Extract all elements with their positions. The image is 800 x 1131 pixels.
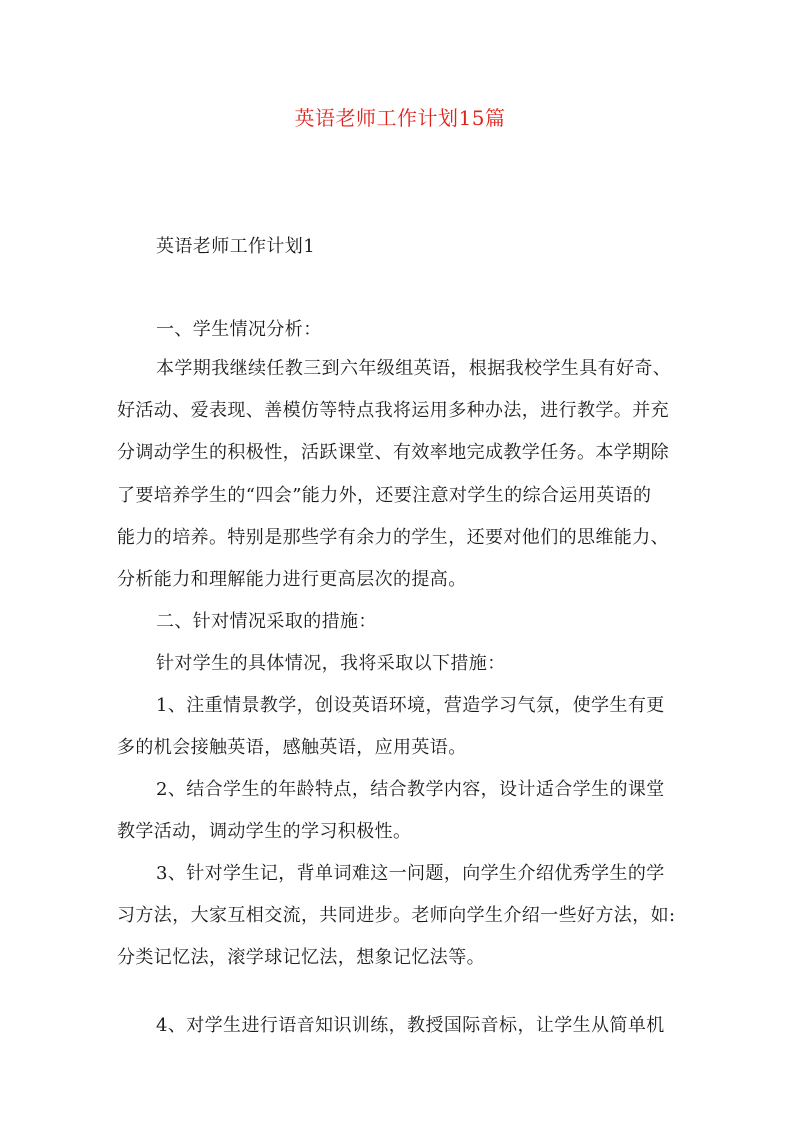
paragraph-line: 好活动、爱表现、善模仿等特点我将运用多种办法，进行教学。并充: [117, 400, 669, 421]
paragraph-line: 了要培养学生的“四会”能力外，还要注意对学生的综合运用英语的: [117, 485, 652, 506]
document-title: 英语老师工作计划15篇: [294, 106, 506, 130]
list-item-line: 习方法，大家互相交流，共同进步。老师向学生介绍一些好方法，如:: [117, 905, 676, 926]
paragraph-line: 分调动学生的积极性，活跃课堂、有效率地完成教学任务。本学期除: [117, 442, 669, 463]
list-item-line: 4、对学生进行语音知识训练，教授国际音标，让学生从简单机: [156, 1015, 665, 1036]
paragraph-line: 针对学生的具体情况，我将采取以下措施：: [156, 653, 506, 674]
section-heading: 英语老师工作计划1: [156, 236, 316, 257]
paragraph-line: 本学期我继续任教三到六年级组英语，根据我校学生具有好奇、: [156, 358, 672, 379]
list-item-line: 多的机会接触英语，感触英语，应用英语。: [117, 737, 467, 758]
paragraph-line: 分析能力和理解能力进行更高层次的提高。: [117, 569, 467, 590]
list-item-line: 1、注重情景教学，创设英语环境，营造学习气氛，使学生有更: [156, 695, 665, 716]
list-item-line: 2、结合学生的年龄特点，结合教学内容，设计适合学生的课堂: [156, 779, 665, 800]
list-item-line: 3、针对学生记，背单词难这一问题，向学生介绍优秀学生的学: [156, 863, 665, 884]
list-item-line: 分类记忆法，滚学球记忆法，想象记忆法等。: [117, 947, 485, 968]
subheading: 二、针对情况采取的措施：: [156, 611, 377, 632]
subheading: 一、学生情况分析：: [156, 319, 322, 340]
paragraph-line: 能力的培养。特别是那些学有余力的学生，还要对他们的思维能力、: [117, 527, 669, 548]
list-item-line: 教学活动，调动学生的学习积极性。: [117, 821, 412, 842]
